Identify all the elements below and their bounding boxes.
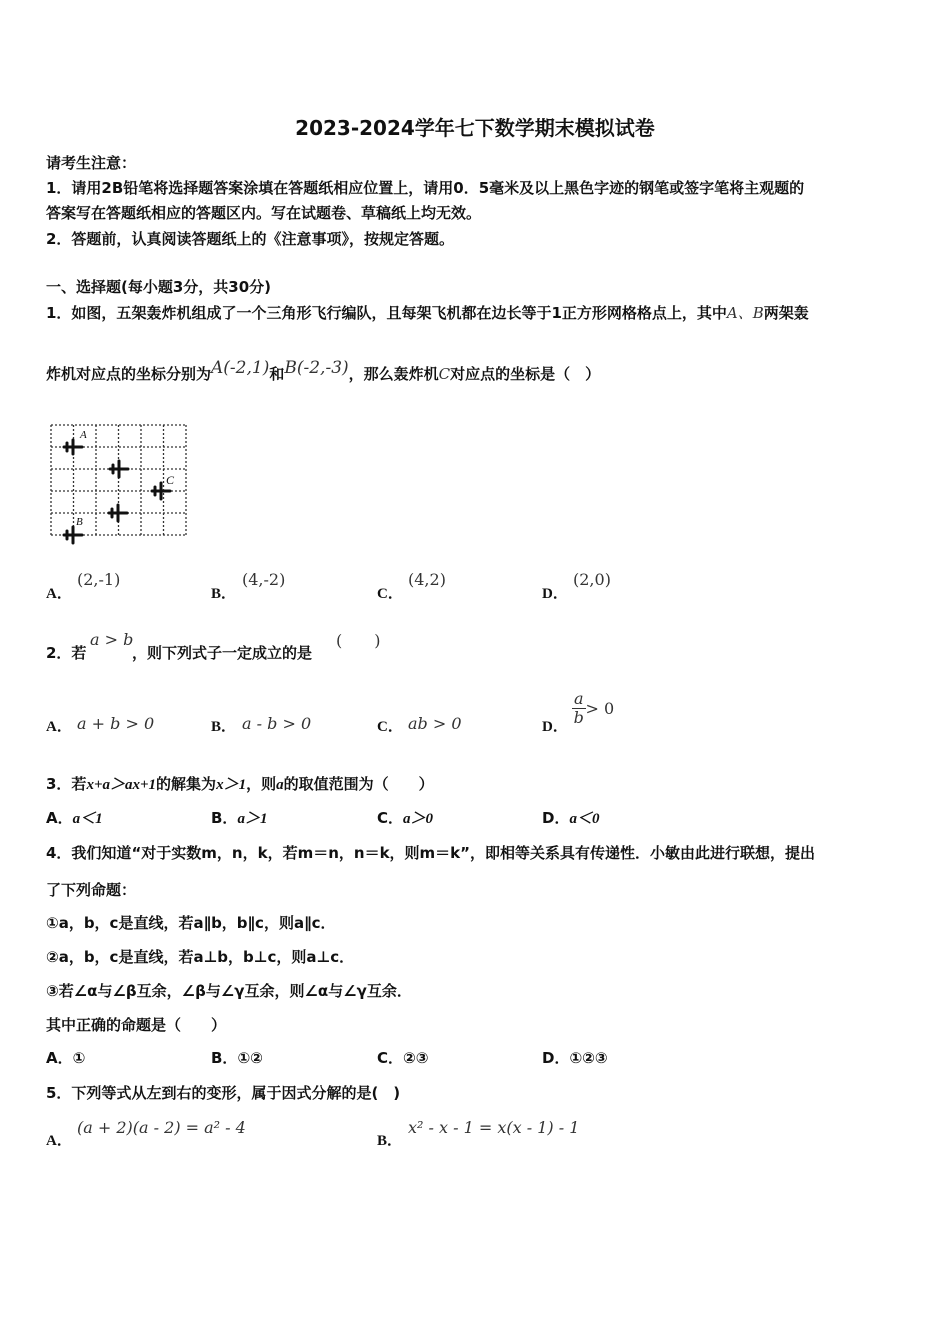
- q3-text-a: 3．若: [46, 775, 87, 793]
- fraction: [572, 690, 586, 727]
- q1-text-and: 和: [269, 365, 285, 383]
- q4-ask: 其中正确的命题是（ ）: [46, 1016, 227, 1034]
- q4-proposition-1: ①a，b，c是直线，若a∥b，b∥c，则a∥c．: [46, 914, 336, 932]
- q2-option-b-label: B．: [211, 719, 237, 735]
- q3-option-a-label: A．: [46, 809, 73, 827]
- q1-option-b-value: (4,-2): [242, 570, 286, 589]
- q1-text-e: 对应点的坐标是（ ）: [450, 365, 601, 383]
- q1-text-d: ，那么轰炸机: [348, 365, 439, 383]
- q1-text-b: 两架轰: [763, 304, 809, 322]
- q1-option-a-value: (2,-1): [77, 570, 121, 589]
- q3-option-b-value: a＞1: [237, 811, 268, 827]
- fraction-denominator: b: [573, 708, 584, 727]
- q4-proposition-2: ②a，b，c是直线，若a⊥b，b⊥c，则a⊥c．: [46, 948, 355, 966]
- plane-icon-b: [64, 527, 82, 543]
- q1-text-c: 炸机对应点的坐标分别为: [46, 365, 212, 383]
- notice-line-1: 1．请用2B铅笔将选择题答案涂填在答题纸相应位置上，请用0．5毫米及以上黑色字迹的钢笔或签字笔将主观题的: [46, 179, 805, 197]
- q1-option-c-label: C．: [377, 586, 403, 602]
- q2-option-a-label: A．: [46, 719, 72, 735]
- q4-proposition-3: ③若∠α与∠β互余，∠β与∠γ互余，则∠α与∠γ互余．: [46, 982, 412, 1000]
- q4-option-b-value: ①②: [237, 1049, 263, 1067]
- q3-option-d: [542, 807, 599, 828]
- section-heading: 一、选择题(每小题3分，共30分): [46, 278, 272, 296]
- q5-option-a-value: (a + 2)(a - 2) = a² - 4: [77, 1118, 246, 1137]
- q1-grid-figure: [46, 420, 191, 545]
- q2-option-c-value: ab > 0: [408, 714, 462, 733]
- q2-condition: a > b: [90, 630, 134, 649]
- notice-line-3: 2．答题前，认真阅读答题纸上的《注意事项》，按规定答题。: [46, 230, 454, 248]
- q3-option-b-label: B．: [211, 809, 238, 827]
- q1-coord-a: A(-2,1): [211, 358, 270, 378]
- plane-icon-2: [110, 461, 128, 477]
- q3-text-d: 的取值范围为（ ）: [283, 775, 434, 793]
- q4-option-c-label: C．: [377, 1049, 404, 1067]
- q4-option-c-value: ②③: [403, 1049, 429, 1067]
- q3-option-a: [46, 807, 103, 828]
- q2-option-a-value: a + b > 0: [77, 714, 155, 733]
- fraction-tail: > 0: [585, 699, 615, 718]
- q4-option-d-label: D．: [542, 1049, 570, 1067]
- q3-expression: x+a＞ax+1: [86, 777, 157, 793]
- page-title: 2023-2024学年七下数学期末模拟试卷: [295, 116, 655, 140]
- q4-option-b: [211, 1047, 263, 1068]
- q1-option-d-label: D．: [542, 586, 568, 602]
- q2-option-d-label: D．: [542, 719, 568, 735]
- q1-coord-b: B(-2,-3): [284, 358, 349, 378]
- q1-ab: A、B: [726, 304, 764, 322]
- q1-option-d-value: (2,0): [573, 570, 611, 589]
- q5-stem: 5．下列等式从左到右的变形，属于因式分解的是( ): [46, 1084, 401, 1102]
- q2-suffix: ，则下列式子一定成立的是: [132, 644, 313, 662]
- q3-option-c-value: a＞0: [403, 811, 434, 827]
- q4-option-d: [542, 1047, 608, 1068]
- notice-heading: 请考生注意：: [46, 154, 137, 172]
- q2-paren: ( ): [336, 631, 381, 650]
- q1-line-2: [46, 358, 600, 384]
- q4-option-c: [377, 1047, 428, 1068]
- q4-option-a-label: A．: [46, 1049, 73, 1067]
- label-b: B: [76, 516, 83, 528]
- q2-option-b-value: a - b > 0: [242, 714, 312, 733]
- q3-var: a: [276, 777, 284, 793]
- q3-option-c-label: C．: [377, 809, 404, 827]
- q3-solution: x＞1: [216, 777, 247, 793]
- q2-option-d-value: [572, 690, 614, 727]
- q1-line-1: [46, 302, 809, 323]
- q2-prefix: 2．若: [46, 644, 87, 662]
- q2-option-c-label: C．: [377, 719, 403, 735]
- q3-stem: [46, 773, 434, 794]
- q5-option-b-value: x² - x - 1 = x(x - 1) - 1: [408, 1118, 580, 1137]
- q3-option-c: [377, 807, 433, 828]
- q4-line-1: 4．我们知道“对于实数m，n，k，若m＝n，n＝k，则m＝k”，即相等关系具有传递性．小敏由此进行联想，提出: [46, 844, 816, 862]
- q4-option-b-label: B．: [211, 1049, 238, 1067]
- q3-option-d-label: D．: [542, 809, 570, 827]
- fraction-numerator: a: [574, 689, 584, 708]
- q1-var-c: C: [438, 365, 451, 383]
- q4-option-d-value: ①②③: [569, 1049, 608, 1067]
- notice-line-2: 答案写在答题纸相应的答题区内。写在试题卷、草稿纸上均无效。: [46, 204, 482, 222]
- q5-option-a-label: A．: [46, 1133, 72, 1149]
- q5-option-b-label: B．: [377, 1133, 403, 1149]
- q4-option-a: [46, 1047, 85, 1068]
- q3-option-a-value: a＜1: [72, 811, 103, 827]
- q3-option-d-value: a＜0: [569, 811, 600, 827]
- plane-icon-a: [64, 440, 82, 454]
- q1-option-c-value: (4,2): [408, 570, 446, 589]
- q3-text-b: 的解集为: [156, 775, 217, 793]
- label-a: A: [80, 429, 87, 441]
- q3-option-b: [211, 807, 267, 828]
- q1-option-b-label: B．: [211, 586, 237, 602]
- plane-icon-4: [109, 505, 127, 521]
- q3-text-c: ，则: [246, 775, 277, 793]
- label-c: C: [166, 473, 175, 487]
- q4-option-a-value: ①: [72, 1049, 86, 1067]
- q1-text-a: 1．如图，五架轰炸机组成了一个三角形飞行编队，且每架飞机都在边长等于1正方形网格格点上，其中: [46, 304, 727, 322]
- q1-option-a-label: A．: [46, 586, 72, 602]
- q4-line-2: 了下列命题：: [46, 881, 137, 899]
